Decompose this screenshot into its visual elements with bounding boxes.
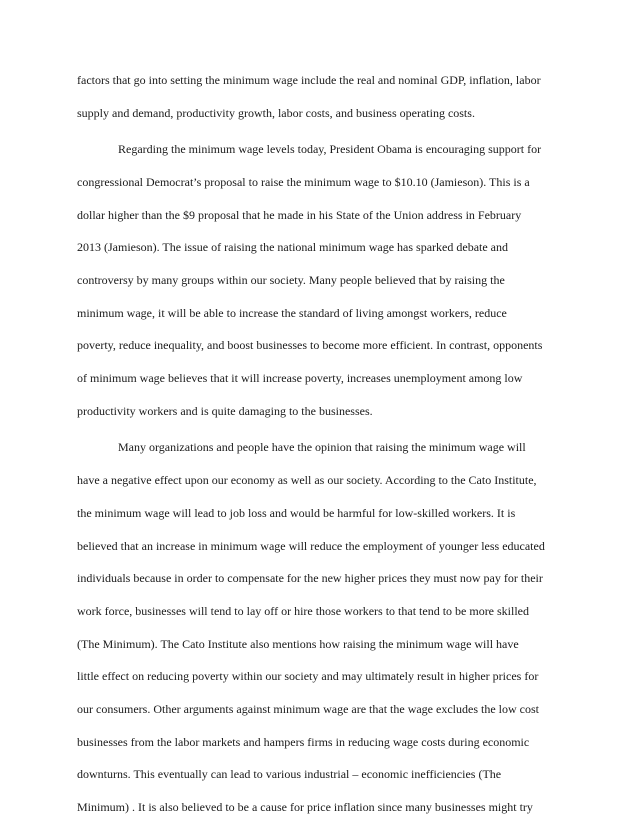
paragraph-first-line: Regarding the minimum wage levels today, President Obama is encouraging support for: [118, 142, 542, 156]
text-line: work force, businesses will tend to lay off or hire those workers to that tend to be more skilled: [77, 604, 530, 618]
text-line: factors that go into setting the minimum wage include the real and nominal GDP, inflation, labor: [77, 73, 541, 87]
text-line: little effect on reducing poverty within our society and may ultimately result in higher prices for: [77, 669, 539, 683]
text-line: the minimum wage will lead to job loss and would be harmful for low-skilled workers. It is: [77, 506, 516, 520]
text-line: have a negative effect upon our economy as well as our society. According to the Cato Institute,: [77, 473, 537, 487]
text-line: controversy by many groups within our society. Many people believed that by raising the: [77, 273, 505, 287]
text-line: dollar higher than the $9 proposal that he made in his State of the Union address in February: [77, 208, 522, 222]
text-line: individuals because in order to compensate for the new higher prices they must now pay for their: [77, 571, 543, 585]
text-line: downturns. This eventually can lead to various industrial – economic inefficiencies (The: [77, 767, 502, 781]
text-line: Minimum) . It is also believed to be a cause for price inflation since many businesses might try: [77, 800, 533, 814]
text-line: businesses from the labor markets and hampers firms in reducing wage costs during economic: [77, 735, 530, 749]
text-line: of minimum wage believes that it will increase poverty, increases unemployment among low: [77, 371, 523, 385]
text-line: productivity workers and is quite damaging to the businesses.: [77, 404, 373, 418]
text-line: (The Minimum). The Cato Institute also mentions how raising the minimum wage will have: [77, 637, 519, 651]
text-line: believed that an increase in minimum wage will reduce the employment of younger less educated: [77, 539, 545, 553]
text-line: poverty, reduce inequality, and boost businesses to become more efficient. In contrast, opponents: [77, 338, 543, 352]
text-line: minimum wage, it will be able to increase the standard of living amongst workers, reduce: [77, 306, 507, 320]
text-line: our consumers. Other arguments against minimum wage are that the wage excludes the low cost: [77, 702, 539, 716]
text-line: congressional Democrat’s proposal to raise the minimum wage to $10.10 (Jamieson). This is a: [77, 175, 530, 189]
text-line: supply and demand, productivity growth, labor costs, and business operating costs.: [77, 106, 475, 120]
paragraph-first-line: Many organizations and people have the opinion that raising the minimum wage will: [118, 440, 526, 454]
text-line: 2013 (Jamieson). The issue of raising the national minimum wage has sparked debate and: [77, 240, 509, 254]
